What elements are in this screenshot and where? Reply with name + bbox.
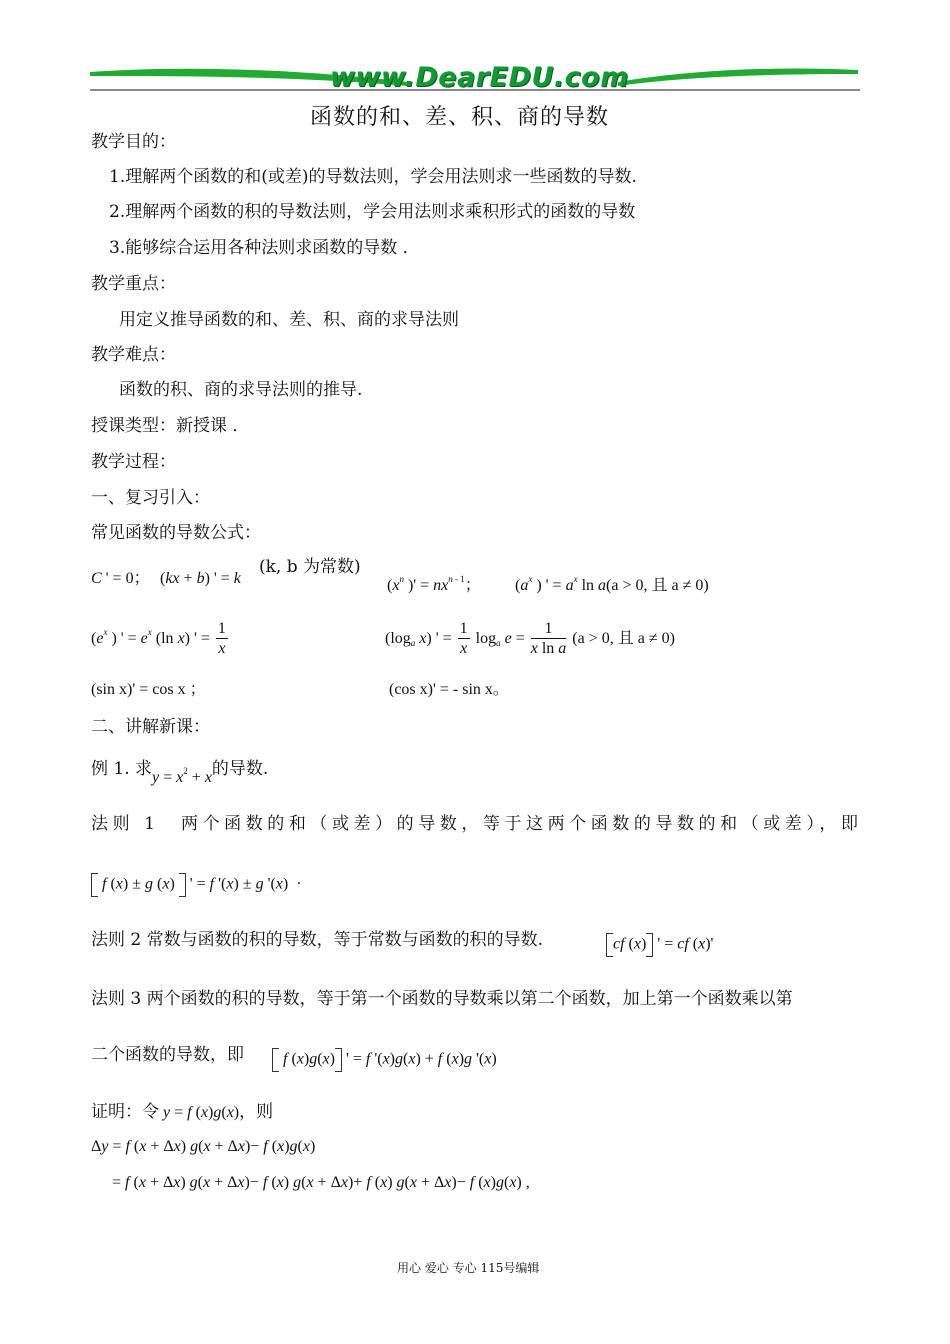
example-1-function: $y = x^2 + x$ xyxy=(152,766,212,786)
proof-step-1: Δy = f (x + Δx) g(x + Δx)− f (x)g(x) xyxy=(91,1138,316,1155)
formula-heading: 常见函数的导数公式： xyxy=(91,523,261,543)
proof-step-2: = f (x + Δx) g(x + Δx)− f (x) g(x + Δx)+ f (x) g(x + Δx)− f (x)g(x) , xyxy=(112,1174,530,1191)
formula-constant: C ' = 0； xyxy=(91,570,150,587)
formula-exp-log: ($e^x$ ) ' = $e^x$ (ln x) ' = $\frac{1}{x}$ xyxy=(91,620,226,657)
rule-1-formula: f (x) ± g (x) ' = f '(x) ± g '(x) · xyxy=(91,873,302,897)
proof-line: 证明：令 y = f (x)g(x)，则 xyxy=(91,1102,274,1122)
key-heading: 教学重点： xyxy=(91,274,176,294)
goal-item-3: 3.能够综合运用各种法则求函数的导数 ． xyxy=(109,238,420,258)
rule-2-formula: cf (x) ' = cf (x)' xyxy=(606,933,713,957)
proof-definition: y = f (x)g(x) xyxy=(163,1104,240,1121)
fraction-1-over-x: $\frac{1}{x}$ xyxy=(217,620,226,657)
kb-note: (k, b 为常数) xyxy=(259,557,361,577)
rule-3-text-line-2: 二个函数的导数，即 xyxy=(91,1045,244,1065)
goal-heading: 教学目的： xyxy=(91,132,176,152)
page-title: 函数的和、差、积、商的导数 xyxy=(310,105,610,130)
formula-cos: (cos x)' = - sin x。 xyxy=(389,681,509,698)
new-lesson-heading: 二、讲解新课： xyxy=(91,717,210,737)
rule-3-text-line-1: 法则 3 两个函数的积的导数，等于第一个函数的导数乘以第二个函数，加上第一个函数乘以第 xyxy=(91,989,793,1009)
rule-2-text: 法则 2 常数与函数的积的导数，等于常数与函数的积的导数. xyxy=(91,930,544,950)
site-logo: www.DearEDU.com xyxy=(330,62,629,93)
formula-linear: (kx + b) ' = k xyxy=(160,570,241,587)
review-heading: 一、复习引入： xyxy=(91,488,210,508)
formula-exponential: ($a^x$ ) ' = $a^x$ ln a(a > 0, 且 a ≠ 0) xyxy=(515,574,709,594)
page-footer: 用心 爱心 专心 115号编辑 xyxy=(397,1261,540,1275)
rule-1-text: 法则 1 两个函数的和（或差）的导数，等于这两个函数的导数的和（或差），即 xyxy=(91,814,858,834)
formula-log-base: ($\log_a$ x) ' = $\frac{1}{x}$ $\log_a e$ = $\frac{1}{\text{x ln a}}$ (a > 0, 且 a ≠ 0) xyxy=(385,620,675,657)
example-1: 例 1. 求$y = x^2 + x$的导数. xyxy=(91,759,269,786)
difficulty-text: 函数的积、商的求导法则的推导. xyxy=(119,380,363,400)
fraction-1-over-xlna: $\frac{1}{\text{x ln a}}$ xyxy=(530,620,567,657)
difficulty-heading: 教学难点： xyxy=(91,345,176,365)
rule-3-formula: f (x)g(x) ' = f '(x)g(x) + f (x)g '(x) xyxy=(272,1048,497,1072)
fraction-1-over-x: $\frac{1}{x}$ xyxy=(459,620,468,657)
goal-item-2: 2.理解两个函数的积的导数法则，学会用法则求乘积形式的函数的导数 xyxy=(109,202,636,222)
formula-power: ($x^n$ )' = $nx^{n - 1}$； xyxy=(387,574,481,594)
formula-sin: (sin x)' = cos x ； xyxy=(91,681,206,698)
goal-item-1: 1.理解两个函数的和(或差)的导数法则，学会用法则求一些函数的导数. xyxy=(109,167,637,187)
right-swoosh xyxy=(618,69,858,87)
lesson-type: 授课类型：新授课 ． xyxy=(91,416,250,436)
process-heading: 教学过程： xyxy=(91,452,176,472)
key-text: 用定义推导函数的和、差、积、商的求导法则 xyxy=(119,310,459,330)
